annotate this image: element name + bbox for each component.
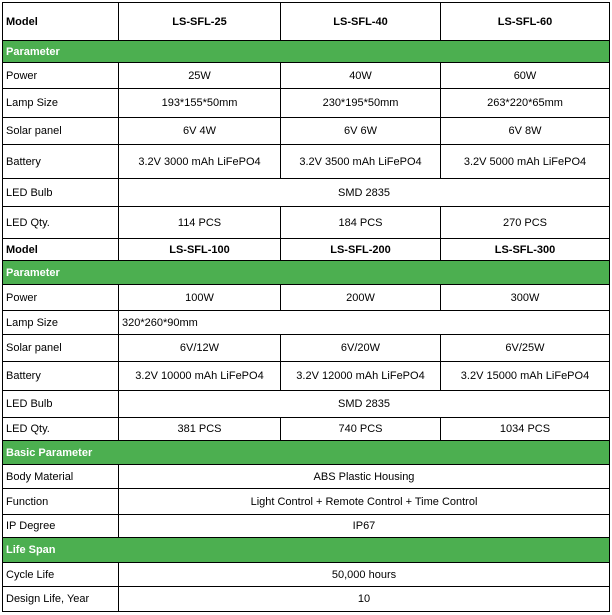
cell: 3.2V 3000 mAh LiFePO4 (119, 145, 281, 179)
row-label: Design Life, Year (3, 587, 119, 612)
table-row (3, 418, 610, 441)
cell: 200W (281, 285, 441, 311)
cell: IP67 (119, 515, 610, 538)
cell: SMD 2835 (119, 391, 610, 418)
cell: 230*195*50mm (281, 89, 441, 118)
table-row (3, 179, 610, 207)
cell: 300W (441, 285, 610, 311)
cell: Light Control + Remote Control + Time Control (119, 489, 610, 515)
section-row (3, 41, 610, 63)
table-row (3, 335, 610, 362)
cell: 100W (119, 285, 281, 311)
row-label: Power (3, 63, 119, 89)
cell: 3.2V 5000 mAh LiFePO4 (441, 145, 610, 179)
model-col: LS-SFL-60 (441, 3, 610, 41)
table-row (3, 465, 610, 489)
table-row (3, 515, 610, 538)
table-row (3, 587, 610, 612)
cell: 40W (281, 63, 441, 89)
table-row (3, 145, 610, 179)
row-label: Battery (3, 145, 119, 179)
row-label: IP Degree (3, 515, 119, 538)
section-row (3, 538, 610, 563)
cell: 3.2V 10000 mAh LiFePO4 (119, 362, 281, 391)
model-row-2 (3, 239, 610, 261)
cell: 6V 8W (441, 118, 610, 145)
cell: 10 (119, 587, 610, 612)
table-row (3, 207, 610, 239)
model-label: Model (3, 239, 119, 261)
row-label: LED Qty. (3, 207, 119, 239)
table-row (3, 89, 610, 118)
cell: 320*260*90mm (119, 311, 610, 335)
cell: 6V/20W (281, 335, 441, 362)
row-label: Power (3, 285, 119, 311)
row-label: LED Bulb (3, 391, 119, 418)
cell: ABS Plastic Housing (119, 465, 610, 489)
cell: 270 PCS (441, 207, 610, 239)
table-row (3, 489, 610, 515)
cell: 3.2V 15000 mAh LiFePO4 (441, 362, 610, 391)
cell: SMD 2835 (119, 179, 610, 207)
cell: 50,000 hours (119, 563, 610, 587)
row-label: Lamp Size (3, 311, 119, 335)
row-label: LED Bulb (3, 179, 119, 207)
row-label: Solar panel (3, 335, 119, 362)
cell: 1034 PCS (441, 418, 610, 441)
cell: 381 PCS (119, 418, 281, 441)
table-row (3, 285, 610, 311)
cell: 263*220*65mm (441, 89, 610, 118)
row-label: LED Qty. (3, 418, 119, 441)
cell: 6V 4W (119, 118, 281, 145)
section-title: Parameter (3, 41, 610, 63)
table-row (3, 362, 610, 391)
cell: 25W (119, 63, 281, 89)
section-row (3, 261, 610, 285)
cell: 6V/25W (441, 335, 610, 362)
spec-table (2, 2, 610, 612)
table-row (3, 563, 610, 587)
model-row-1 (3, 3, 610, 41)
row-label: Solar panel (3, 118, 119, 145)
row-label: Battery (3, 362, 119, 391)
row-label: Cycle Life (3, 563, 119, 587)
cell: 3.2V 12000 mAh LiFePO4 (281, 362, 441, 391)
model-col: LS-SFL-100 (119, 239, 281, 261)
model-label: Model (3, 3, 119, 41)
section-title: Life Span (3, 538, 610, 563)
model-col: LS-SFL-40 (281, 3, 441, 41)
model-col: LS-SFL-300 (441, 239, 610, 261)
row-label: Lamp Size (3, 89, 119, 118)
cell: 6V 6W (281, 118, 441, 145)
section-title: Parameter (3, 261, 610, 285)
cell: 3.2V 3500 mAh LiFePO4 (281, 145, 441, 179)
table-row (3, 118, 610, 145)
cell: 184 PCS (281, 207, 441, 239)
row-label: Body Material (3, 465, 119, 489)
cell: 6V/12W (119, 335, 281, 362)
table-row (3, 63, 610, 89)
table-row (3, 391, 610, 418)
table-row (3, 311, 610, 335)
section-title: Basic Parameter (3, 441, 610, 465)
cell: 193*155*50mm (119, 89, 281, 118)
model-col: LS-SFL-25 (119, 3, 281, 41)
model-col: LS-SFL-200 (281, 239, 441, 261)
cell: 60W (441, 63, 610, 89)
row-label: Function (3, 489, 119, 515)
cell: 740 PCS (281, 418, 441, 441)
cell: 114 PCS (119, 207, 281, 239)
section-row (3, 441, 610, 465)
